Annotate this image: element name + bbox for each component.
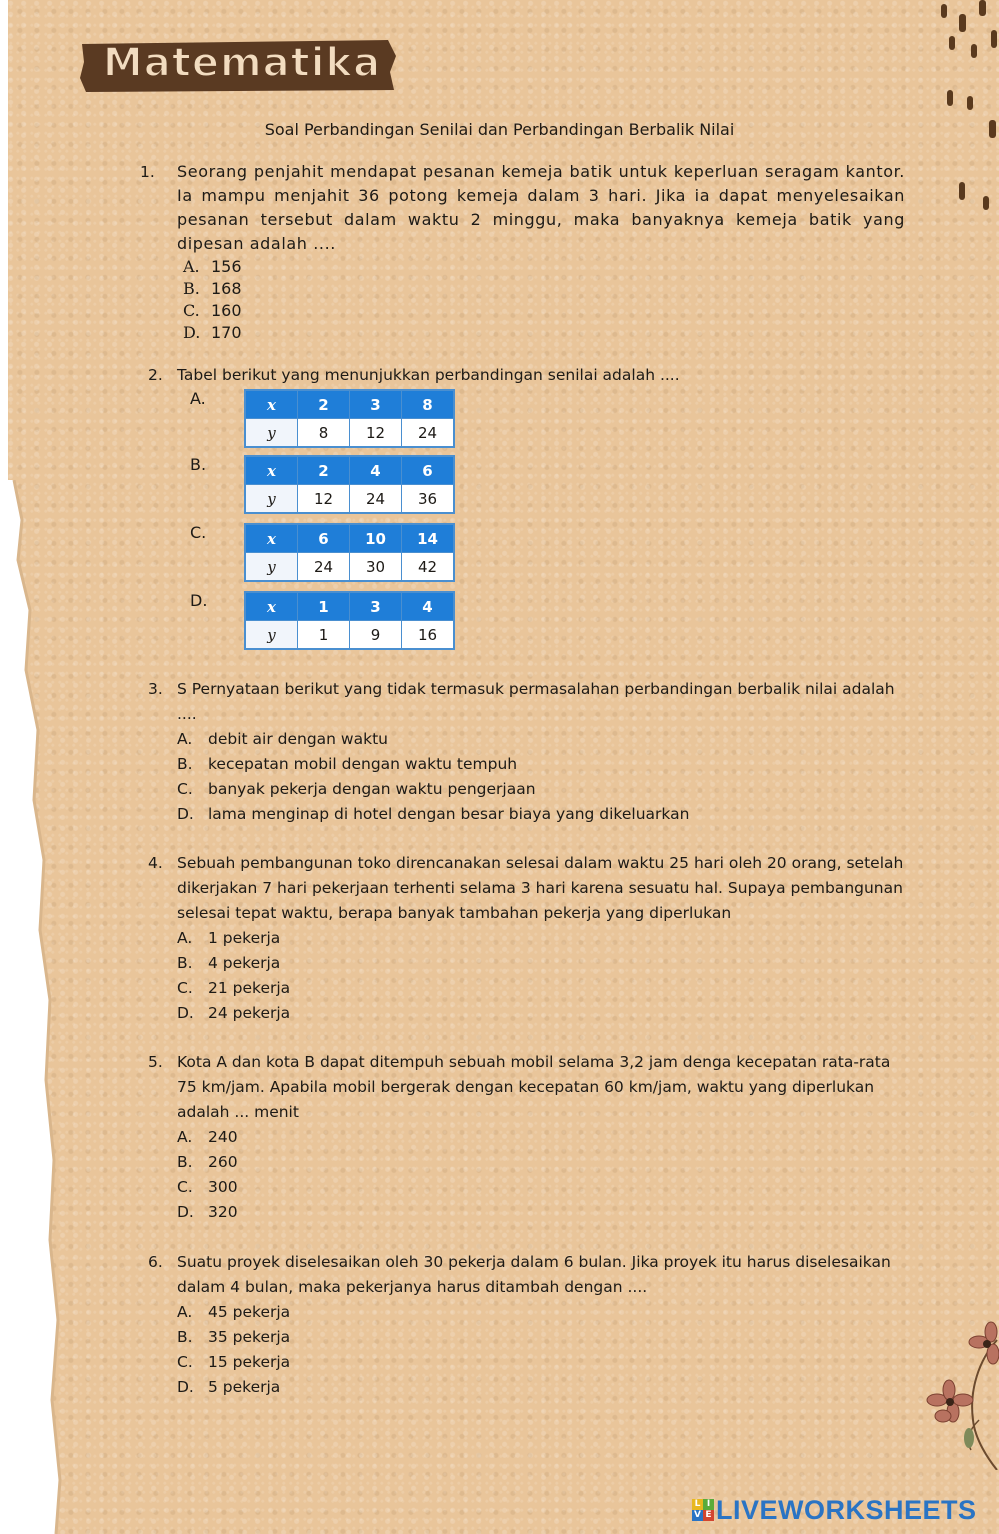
option-text: 260 [208,1153,238,1171]
option-table-c[interactable] [190,523,490,585]
y-cell: 16 [402,621,455,650]
option-text: 168 [211,279,242,298]
answer-options [177,1125,908,1225]
x-cell: 2 [298,456,350,485]
x-label: x [245,390,298,419]
option-c[interactable] [177,976,908,1001]
option-text: 45 pekerja [208,1303,291,1321]
y-label: y [245,419,298,448]
question-text: Kota A dan kota B dapat ditempuh sebuah mobil selama 3,2 jam denga kecepatan rata-rata 75 km/jam. Apabila mobil bergerak dengan kecepatan 60 km/jam, waktu yang diperlukan adalah ... menit [177,1053,891,1121]
option-c[interactable] [177,777,908,802]
option-text: 240 [208,1128,238,1146]
page-title: Matematika [102,40,382,86]
option-c[interactable] [177,1175,908,1200]
question-2 [148,363,913,388]
question-4 [148,851,908,1026]
question-number: 5. [148,1053,163,1071]
option-letter: D. [177,1378,194,1396]
y-cell: 30 [350,553,402,582]
option-letter: A. [177,929,193,947]
value-table [244,389,455,448]
option-text: 160 [211,301,242,320]
option-text: kecepatan mobil dengan waktu tempuh [208,755,518,773]
y-cell: 12 [298,485,350,514]
option-b[interactable] [177,1150,908,1175]
option-a[interactable] [177,1300,908,1325]
x-label: x [245,592,298,621]
option-letter: B. [177,755,193,773]
option-b[interactable] [183,278,905,300]
logo-text: LIVEWORKSHEETS [716,1494,977,1525]
question-number: 1. [140,163,155,181]
option-table-b[interactable] [190,455,490,517]
option-text: 300 [208,1178,238,1196]
value-table [244,523,455,582]
x-cell: 6 [298,524,350,553]
y-cell: 1 [298,621,350,650]
y-cell: 8 [298,419,350,448]
option-letter: D. [190,591,208,610]
y-label: y [245,621,298,650]
question-text: Sebuah pembangunan toko direncanakan selesai dalam waktu 25 hari oleh 20 orang, setelah dikerjakan 7 hari pekerjaan terhenti selama 3 hari karena sesuatu hal. Supaya pembangunan selesai tepat waktu, berapa banyak tambahan pekerja yang diperlukan [177,854,904,922]
y-cell: 12 [350,419,402,448]
question-text: S Pernyataan berikut yang tidak termasuk permasalahan perbandingan berbalik nilai adalah .... [177,680,895,723]
option-b[interactable] [177,752,908,777]
option-d[interactable] [177,1375,908,1400]
x-cell: 4 [350,456,402,485]
question-text: Seorang penjahit mendapat pesanan kemeja batik untuk keperluan seragam kantor. Ia mampu menjahit 36 potong kemeja dalam 3 hari. Jika ia dapat menyelesaikan pesanan tersebut dalam waktu 2 minggu, maka banyaknya kemeja batik yang dipesan adalah .... [177,162,905,253]
option-letter: A. [177,730,193,748]
x-cell: 3 [350,390,402,419]
option-a[interactable] [177,727,908,752]
answer-options [177,1300,908,1400]
option-letter: A. [177,1303,193,1321]
option-text: lama menginap di hotel dengan besar biaya yang dikeluarkan [208,805,690,823]
x-cell: 2 [298,390,350,419]
option-letter: B. [177,1153,193,1171]
option-text: 156 [211,257,242,276]
option-b[interactable] [177,951,908,976]
option-d[interactable] [177,1001,908,1026]
option-text: banyak pekerja dengan waktu pengerjaan [208,780,536,798]
option-d[interactable] [177,802,908,827]
x-cell: 4 [402,592,455,621]
y-cell: 24 [350,485,402,514]
question-text: Tabel berikut yang menunjukkan perbandingan senilai adalah .... [177,366,680,384]
question-number: 4. [148,854,163,872]
x-cell: 6 [402,456,455,485]
option-letter: B. [190,455,207,474]
option-text: 320 [208,1203,238,1221]
option-d[interactable] [177,1200,908,1225]
option-letter: A. [183,257,200,276]
option-text: 15 pekerja [208,1353,291,1371]
x-label: x [245,524,298,553]
option-letter: C. [190,523,207,542]
option-text: 21 pekerja [208,979,291,997]
option-text: 170 [211,323,242,342]
option-text: 24 pekerja [208,1004,291,1022]
y-cell: 42 [402,553,455,582]
option-letter: A. [177,1128,193,1146]
option-d[interactable] [183,322,905,344]
value-table [244,591,455,650]
x-label: x [245,456,298,485]
option-text: debit air dengan waktu [208,730,388,748]
question-1 [140,160,905,344]
worksheet-subtitle: Soal Perbandingan Senilai dan Perbandingan Berbalik Nilai [264,120,735,139]
x-cell: 10 [350,524,402,553]
answer-options [177,926,908,1026]
option-c[interactable] [177,1350,908,1375]
question-6 [148,1250,908,1400]
option-letter: C. [177,1353,193,1371]
y-label: y [245,485,298,514]
y-label: y [245,553,298,582]
option-letter: C. [177,780,193,798]
y-cell: 24 [298,553,350,582]
question-5 [148,1050,908,1225]
option-text: 5 pekerja [208,1378,281,1396]
option-text: 1 pekerja [208,929,281,947]
y-cell: 24 [402,419,455,448]
x-cell: 1 [298,592,350,621]
x-cell: 8 [402,390,455,419]
option-table-a[interactable] [190,389,490,451]
option-letter: C. [177,1178,193,1196]
option-table-d[interactable] [190,591,490,653]
flower-decoration-icon [909,1320,999,1470]
option-letter: C. [177,979,193,997]
question-3 [148,677,908,827]
option-b[interactable] [177,1325,908,1350]
option-letter: B. [183,279,200,298]
y-cell: 9 [350,621,402,650]
option-letter: D. [177,1203,194,1221]
option-letter: B. [177,954,193,972]
value-table [244,455,455,514]
option-text: 4 pekerja [208,954,281,972]
option-letter: D. [177,1004,194,1022]
option-a[interactable] [183,256,905,278]
option-c[interactable] [183,300,905,322]
option-letter: B. [177,1328,193,1346]
option-text: 35 pekerja [208,1328,291,1346]
logo-mark-icon: L I V E [692,1499,714,1521]
option-a[interactable] [177,1125,908,1150]
liveworksheets-logo[interactable] [692,1494,977,1526]
x-cell: 14 [402,524,455,553]
torn-paper-edge [0,480,70,1534]
answer-options [177,256,905,344]
y-cell: 36 [402,485,455,514]
question-number: 2. [148,366,163,384]
answer-options [177,727,908,827]
question-text: Suatu proyek diselesaikan oleh 30 pekerja dalam 6 bulan. Jika proyek itu harus diselesaikan dalam 4 bulan, maka pekerjanya harus ditambah dengan .... [177,1253,891,1296]
question-number: 6. [148,1253,163,1271]
option-a[interactable] [177,926,908,951]
x-cell: 3 [350,592,402,621]
question-number: 3. [148,680,163,698]
option-letter: D. [177,805,194,823]
option-letter: C. [183,301,200,320]
option-letter: D. [183,323,201,342]
option-letter: A. [190,389,206,408]
